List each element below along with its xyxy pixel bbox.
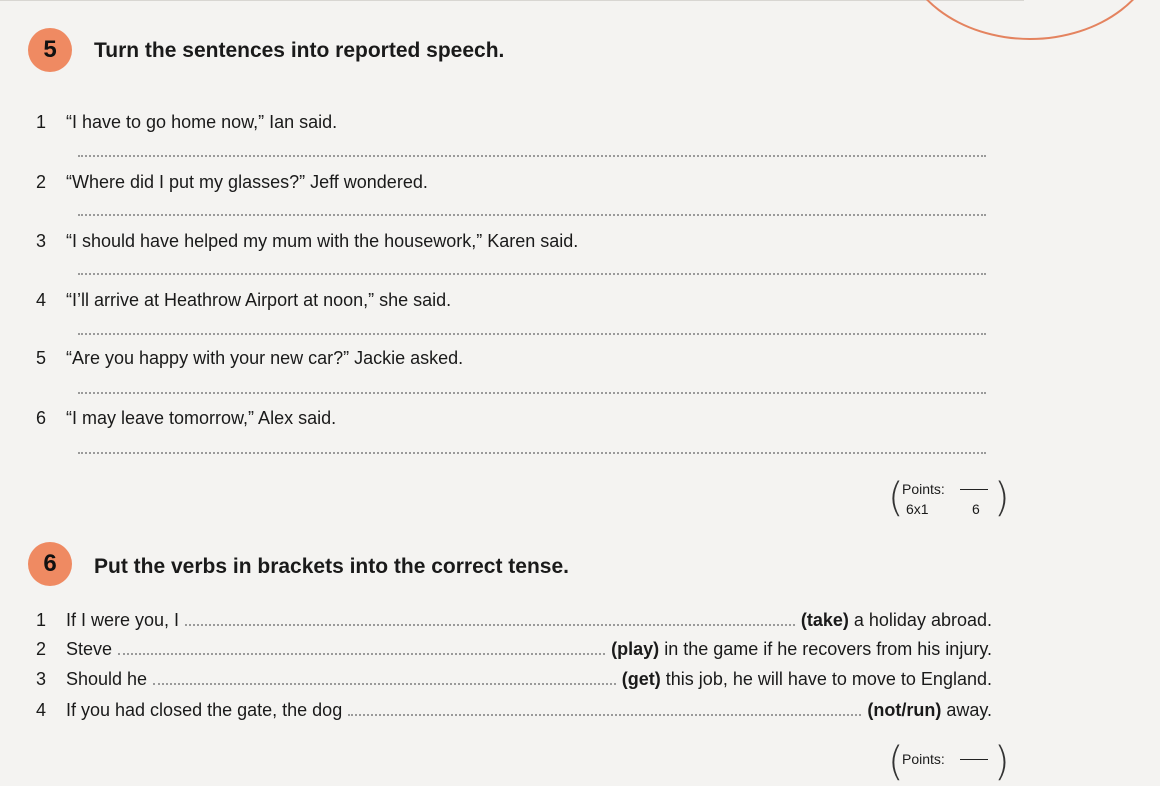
item-text: “I may leave tomorrow,” Alex said. — [66, 408, 337, 428]
item-number: 1 — [36, 610, 47, 630]
item-text-before: If you had closed the gate, the dog — [66, 700, 343, 720]
points-score-line[interactable] — [960, 759, 988, 760]
item-text: “I’ll arrive at Heathrow Airport at noon,” she said. — [66, 290, 452, 310]
verb-prompt: (not/run) — [867, 700, 942, 720]
right-paren: ) — [994, 475, 1010, 521]
item-text-after: a holiday abroad. — [848, 610, 992, 630]
exercise-6-item-4 — [36, 700, 992, 724]
points-label: Points: — [902, 751, 945, 767]
item-text-before: Should he — [66, 669, 148, 689]
item-number: 1 — [36, 112, 47, 132]
item-number: 3 — [36, 669, 47, 689]
item-number: 2 — [36, 172, 47, 192]
exercise-6-item-3 — [36, 669, 992, 693]
exercise-6-points-box — [888, 739, 1016, 785]
left-paren: ( — [888, 475, 904, 521]
answer-gap-4[interactable] — [348, 700, 861, 716]
exercise-5-item-2 — [36, 172, 428, 193]
exercise-5-item-6 — [36, 408, 336, 429]
item-text: “Are you happy with your new car?” Jackie asked. — [66, 348, 464, 368]
exercise-5-number-badge: 5 — [28, 28, 72, 72]
item-text-before: If I were you, I — [66, 610, 180, 630]
answer-gap-3[interactable] — [153, 669, 616, 685]
answer-line-3[interactable] — [78, 273, 986, 275]
verb-prompt: (play) — [611, 639, 660, 659]
exercise-5-item-1 — [36, 112, 337, 133]
left-paren: ( — [888, 739, 904, 785]
item-number: 5 — [36, 348, 47, 368]
exercise-6-item-1 — [36, 610, 992, 634]
item-text: “I should have helped my mum with the housework,” Karen said. — [66, 231, 579, 251]
exercise-5-item-5 — [36, 348, 463, 369]
verb-prompt: (take) — [800, 610, 849, 630]
item-text-before: Steve — [66, 639, 113, 659]
exercise-6-number-badge: 6 — [28, 542, 72, 586]
verb-prompt: (get) — [621, 669, 661, 689]
item-number: 3 — [36, 231, 47, 251]
answer-line-5[interactable] — [78, 392, 986, 394]
item-number: 2 — [36, 639, 47, 659]
right-paren: ) — [994, 739, 1010, 785]
item-number: 6 — [36, 408, 47, 428]
exercise-6-item-2 — [36, 639, 992, 663]
item-text-after: away. — [941, 700, 992, 720]
answer-gap-2[interactable] — [118, 639, 605, 655]
answer-gap-1[interactable] — [185, 610, 795, 626]
answer-line-4[interactable] — [78, 333, 986, 335]
exercise-5-item-3 — [36, 231, 578, 252]
answer-line-6[interactable] — [78, 452, 986, 454]
exercise-5-item-4 — [36, 290, 451, 311]
points-score-line[interactable] — [960, 489, 988, 490]
item-number: 4 — [36, 700, 47, 720]
item-text-after: in the game if he recovers from his injury. — [659, 639, 992, 659]
exercise-5-points-box — [888, 475, 1016, 522]
answer-line-2[interactable] — [78, 214, 986, 216]
points-multiplier: 6x1 — [906, 501, 929, 517]
points-total: 6 — [972, 501, 980, 517]
item-number: 4 — [36, 290, 47, 310]
points-label: Points: — [902, 481, 945, 497]
item-text-after: this job, he will have to move to England. — [660, 669, 992, 689]
page-top-rule — [0, 0, 1024, 1]
item-text: “I have to go home now,” Ian said. — [66, 112, 338, 132]
exercise-5-title: Turn the sentences into reported speech. — [94, 39, 505, 62]
decorative-corner-arc — [900, 0, 1160, 40]
answer-line-1[interactable] — [78, 155, 986, 157]
exercise-6-title: Put the verbs in brackets into the correct tense. — [94, 555, 569, 578]
item-text: “Where did I put my glasses?” Jeff wondered. — [66, 172, 428, 192]
